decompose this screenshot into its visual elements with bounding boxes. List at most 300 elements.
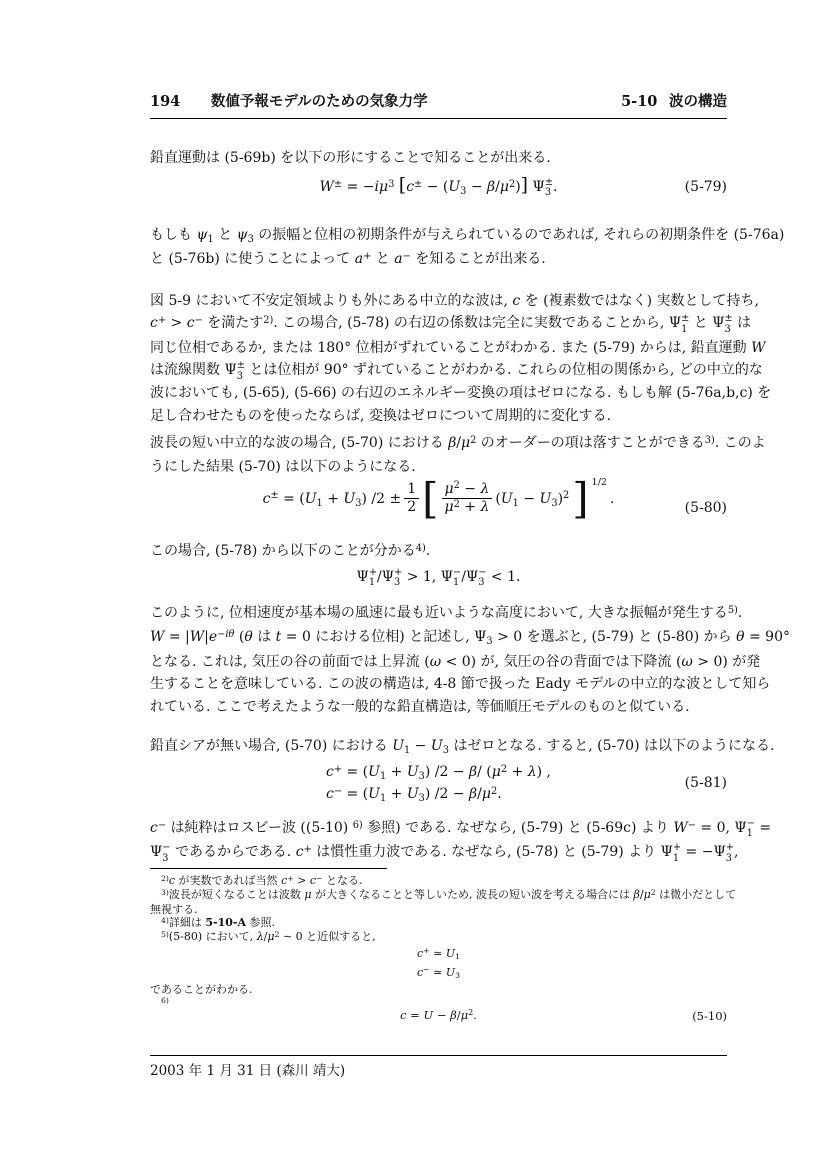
superscript: 2) bbox=[263, 315, 274, 326]
text-line bbox=[150, 432, 766, 456]
text-run: c bbox=[406, 179, 415, 195]
text-run: c bbox=[416, 946, 424, 960]
text-run: e bbox=[208, 629, 218, 646]
text-run: = 0, bbox=[695, 820, 735, 836]
text-run: を知ることが出来る. bbox=[410, 251, 546, 268]
text-line bbox=[150, 312, 752, 336]
superscript: − bbox=[746, 817, 755, 829]
text-line bbox=[150, 983, 727, 997]
superscript: + bbox=[303, 844, 312, 855]
subscript: 1 bbox=[681, 323, 688, 335]
superscript: −iθ bbox=[217, 629, 235, 640]
text-run: / bbox=[495, 179, 500, 195]
text-run: ω bbox=[429, 653, 442, 670]
text-run: 波長が短くなることは波数 bbox=[168, 888, 305, 901]
equation-body bbox=[326, 762, 551, 806]
superscript: 2 bbox=[500, 763, 508, 775]
footnote-3 bbox=[150, 887, 737, 917]
text-run: λ bbox=[527, 764, 537, 780]
subscript: 3 bbox=[236, 370, 243, 382]
text-run: と (5-76b) に使うことによって bbox=[150, 251, 355, 268]
text-line bbox=[150, 841, 739, 865]
text-run: 鉛直シアが無い場合, (5-70) における bbox=[150, 738, 393, 754]
text-run: U bbox=[423, 1008, 434, 1022]
page-header bbox=[150, 90, 727, 119]
subscript: 3 bbox=[442, 744, 449, 756]
text-run: Ψ bbox=[713, 844, 726, 861]
text-run: > 0) が発 bbox=[692, 653, 761, 670]
text-run: 同じ位相であるか, または 180° 位相がずれていることがわかる. また (5-79) からは, 鉛直運動 bbox=[150, 339, 752, 356]
text-run: μ bbox=[444, 499, 454, 516]
paragraph-3 bbox=[150, 290, 772, 427]
paragraph-8 bbox=[150, 817, 772, 866]
text-run: , bbox=[733, 844, 739, 861]
superscript: 2 bbox=[453, 498, 460, 510]
text-run: − ( bbox=[422, 179, 449, 195]
equation-tail bbox=[495, 491, 569, 507]
text-run: Ψ bbox=[668, 315, 682, 332]
equation-body bbox=[262, 474, 615, 523]
text-run: ) bbox=[557, 490, 564, 507]
text-run: c bbox=[309, 874, 317, 887]
superscript: ± bbox=[544, 176, 554, 188]
display-equation-psi-ratio bbox=[150, 564, 727, 590]
text-run: と bbox=[213, 227, 237, 243]
text-run: c bbox=[186, 315, 195, 332]
superscript: + bbox=[368, 566, 378, 578]
superscript: 2 bbox=[650, 887, 656, 897]
superscript: − bbox=[453, 566, 462, 578]
text-run: U bbox=[445, 965, 456, 979]
superscript: − bbox=[402, 251, 411, 262]
text-run: であるからである. bbox=[170, 844, 296, 861]
text-run: . bbox=[553, 179, 558, 195]
text-run: λ bbox=[480, 499, 490, 516]
equation-body bbox=[320, 172, 558, 202]
text-run: ) , bbox=[536, 764, 552, 780]
text-run: U bbox=[539, 490, 552, 507]
text-run: = ( bbox=[342, 786, 369, 802]
left-bracket: [ bbox=[422, 474, 439, 523]
superscript: 6) bbox=[161, 996, 169, 1006]
text-run: . このよ bbox=[714, 435, 766, 451]
text-run: . この場合, (5-78) の右辺の係数は完全に実数であることから, bbox=[273, 315, 669, 332]
text-run: β bbox=[469, 764, 478, 780]
superscript: ± bbox=[270, 490, 279, 502]
subscript: 3 bbox=[725, 852, 732, 864]
text-run: 足し合わせたものを使ったならば, 変換はゼロについて周期的に変化する. bbox=[150, 407, 612, 424]
text-run: = | bbox=[164, 629, 190, 646]
text-run: ≃ bbox=[429, 965, 446, 979]
text-run: / bbox=[477, 786, 482, 802]
text-run: のオーダーの項は落すことができる bbox=[476, 435, 705, 451]
subscript: 3 bbox=[478, 577, 485, 589]
text-run: . bbox=[425, 543, 431, 559]
text-run: μ bbox=[643, 888, 651, 901]
subscript: 3 bbox=[247, 233, 254, 245]
text-line bbox=[150, 735, 775, 759]
text-run: とは位相が 90° ずれていることがわかる. これらの位相の関係から, どの中立的な bbox=[244, 362, 763, 379]
text-run: a bbox=[354, 251, 364, 268]
book-title: 数値予報モデルのための気象力学 bbox=[210, 94, 428, 110]
superscript: 2 bbox=[470, 434, 477, 446]
superscript: + bbox=[363, 251, 372, 262]
text-run: ψ bbox=[236, 227, 248, 243]
superscript: 2 bbox=[468, 1008, 474, 1018]
superscript: 2) bbox=[161, 873, 169, 883]
text-run: ω bbox=[681, 653, 693, 670]
text-run: ψ bbox=[196, 227, 208, 243]
text-run: が実数であれば当然 bbox=[175, 874, 282, 887]
text-run: / bbox=[639, 888, 644, 901]
subscript: 1 bbox=[453, 577, 460, 589]
text-line bbox=[150, 382, 772, 404]
text-run: Ψ bbox=[150, 844, 163, 861]
subscript: 3 bbox=[551, 497, 558, 509]
superscript: 2 bbox=[453, 480, 460, 492]
text-run: c bbox=[281, 874, 288, 887]
footer-rule bbox=[150, 1055, 727, 1056]
text-run: ) bbox=[515, 179, 521, 195]
superscript: + bbox=[333, 763, 343, 775]
text-run: c bbox=[295, 844, 304, 861]
text-run: c bbox=[150, 820, 158, 836]
footnote-rule bbox=[150, 868, 387, 869]
text-run: θ bbox=[244, 629, 253, 646]
equation-body bbox=[400, 1006, 477, 1026]
superscript: 6) bbox=[352, 819, 363, 831]
text-run: 無視する. bbox=[150, 902, 198, 916]
text-run: / ( bbox=[477, 764, 492, 780]
text-run: が大きくなることと等しいため, 波長の短い波を考える場合には bbox=[311, 888, 634, 901]
superscript: + bbox=[287, 873, 294, 883]
stacked-scripts bbox=[747, 819, 755, 840]
superscript: 5) bbox=[161, 929, 169, 939]
superscript: 3 bbox=[388, 178, 395, 190]
text-run: β bbox=[469, 786, 478, 802]
superscript: − bbox=[162, 842, 171, 854]
text-run: = bbox=[754, 820, 772, 836]
text-run: であることがわかる. bbox=[150, 982, 253, 996]
text-run: = ( bbox=[342, 764, 369, 780]
superscript: 3) bbox=[704, 434, 715, 446]
text-run: c bbox=[400, 1008, 407, 1022]
text-run: (5-80) において, bbox=[168, 930, 257, 943]
text-run: − bbox=[466, 179, 488, 195]
text-line bbox=[150, 696, 727, 718]
superscript: − bbox=[333, 785, 343, 797]
fraction-numerator bbox=[442, 481, 493, 499]
text-run: > 1, bbox=[402, 569, 437, 585]
footnote-2 bbox=[150, 874, 727, 889]
text-line bbox=[150, 540, 727, 564]
text-line bbox=[150, 626, 790, 650]
superscript: − bbox=[478, 566, 487, 578]
superscript: ± bbox=[681, 313, 690, 325]
text-line bbox=[150, 405, 727, 427]
text-run: + bbox=[386, 764, 407, 780]
text-run: μ bbox=[460, 1008, 469, 1022]
text-line bbox=[150, 290, 759, 312]
text-run: このように, 位相速度が基本場の風速に最も近いような高度において, 大きな振幅が発生する bbox=[150, 605, 728, 621]
superscript: 5) bbox=[727, 604, 738, 616]
text-run: Ψ bbox=[474, 629, 487, 646]
text-run: c bbox=[168, 874, 176, 887]
subscript: 3 bbox=[486, 636, 493, 648]
equation-number-5-79: (5-79) bbox=[684, 179, 727, 195]
text-line bbox=[150, 930, 727, 945]
text-run: 5-10-A bbox=[205, 916, 247, 929]
text-run: を (複素数ではなく) 実数として持ち, bbox=[520, 293, 759, 309]
superscript: 3) bbox=[161, 887, 169, 897]
paragraph-7 bbox=[150, 735, 775, 759]
superscript: 2 bbox=[274, 929, 280, 939]
text-line bbox=[150, 964, 727, 983]
paragraph-2 bbox=[150, 224, 785, 273]
text-run: ) /2 ± bbox=[361, 490, 402, 507]
subscript: 3 bbox=[355, 497, 362, 509]
text-run: ( bbox=[234, 629, 245, 646]
text-run: Ψ bbox=[224, 362, 237, 379]
superscript: ± bbox=[236, 360, 245, 372]
text-run: U bbox=[406, 764, 419, 780]
text-run: μ bbox=[499, 179, 509, 195]
text-line bbox=[150, 887, 737, 903]
footnote-5 bbox=[150, 930, 727, 1011]
superscript: − bbox=[316, 873, 323, 883]
text-run: U bbox=[368, 786, 380, 802]
text-run: − bbox=[459, 480, 481, 497]
text-run: となる. これは, 気圧の谷の前面では上昇流 ( bbox=[150, 653, 430, 670]
subscript: 3 bbox=[418, 792, 425, 804]
subscript: 3 bbox=[394, 577, 401, 589]
text-run: Ψ bbox=[734, 820, 747, 836]
text-line bbox=[150, 248, 727, 272]
superscript: ± bbox=[414, 178, 423, 190]
subscript: 1 bbox=[379, 770, 387, 782]
text-line bbox=[150, 147, 727, 169]
text-run: c bbox=[262, 490, 271, 507]
subscript: 1 bbox=[455, 951, 461, 961]
text-run: = 90° bbox=[744, 629, 790, 646]
fraction-mu-lambda bbox=[442, 481, 493, 517]
superscript: 2 bbox=[563, 490, 570, 502]
subscript: 1 bbox=[404, 744, 411, 756]
superscript: 2 bbox=[508, 178, 516, 190]
text-run: iμ bbox=[374, 179, 389, 195]
text-run: となる. bbox=[322, 874, 363, 887]
text-run: = bbox=[406, 1008, 424, 1022]
text-run: 詳細は bbox=[168, 916, 206, 929]
text-run: ( bbox=[495, 490, 501, 507]
text-run: β bbox=[450, 1008, 457, 1022]
text-run: > bbox=[293, 874, 310, 887]
text-run: c bbox=[512, 293, 521, 309]
header-left bbox=[150, 90, 428, 111]
text-run: 参照. bbox=[246, 916, 276, 929]
text-run: U bbox=[304, 490, 317, 507]
equation-line-2 bbox=[326, 784, 551, 806]
text-run: 鉛直運動は (5-69b) を以下の形にすることで知ることが出来る. bbox=[150, 150, 551, 166]
stacked-scripts bbox=[725, 314, 733, 335]
text-run: U bbox=[445, 946, 456, 960]
text-line bbox=[150, 673, 771, 695]
text-run: W bbox=[673, 820, 688, 836]
text-run: Ψ bbox=[660, 844, 673, 861]
text-run: U bbox=[368, 764, 380, 780]
text-run: / bbox=[377, 569, 382, 585]
stacked-scripts bbox=[162, 843, 170, 864]
superscript: 4) bbox=[415, 542, 426, 554]
stacked-scripts bbox=[369, 568, 377, 589]
paragraph-1 bbox=[150, 147, 727, 169]
text-line bbox=[150, 817, 772, 841]
text-run: うにした結果 (5-70) は以下のようになる. bbox=[150, 459, 416, 476]
paragraph-4 bbox=[150, 432, 766, 479]
text-run: θ bbox=[736, 629, 745, 646]
equation-number-5-10: (5-10) bbox=[692, 1009, 727, 1023]
text-run: + bbox=[322, 490, 344, 507]
superscript: − bbox=[157, 819, 167, 831]
text-line bbox=[150, 224, 785, 248]
subscript: 3 bbox=[724, 323, 731, 335]
stacked-scripts bbox=[726, 843, 734, 864]
text-run: − bbox=[433, 1008, 451, 1022]
text-line bbox=[150, 456, 727, 478]
text-run: ) /2 − bbox=[424, 786, 470, 802]
text-run: を満たす bbox=[202, 315, 264, 332]
subscript: 1 bbox=[672, 852, 680, 864]
superscript: + bbox=[672, 842, 682, 854]
header-right bbox=[621, 90, 727, 111]
subscript: 1 bbox=[746, 828, 753, 840]
text-run: 図 5-9 において不安定領域よりも外にある中立的な波は, bbox=[150, 293, 513, 309]
text-run: | bbox=[204, 629, 209, 646]
text-line bbox=[150, 359, 763, 382]
text-run: ] bbox=[520, 174, 529, 196]
text-run: 波においても, (5-65), (5-66) の右辺のエネルギー変換の項はゼロになる. もしも解 (5-76a,b,c) を bbox=[150, 385, 772, 402]
text-run: μ bbox=[267, 930, 275, 943]
text-run: / bbox=[456, 1008, 461, 1022]
footnote-6-equation bbox=[150, 1006, 727, 1026]
text-run: はゼロとなる. すると, (5-70) は以下のようになる. bbox=[448, 738, 775, 754]
text-run: β bbox=[448, 435, 457, 451]
text-run: > bbox=[166, 315, 187, 332]
text-run: a bbox=[394, 251, 403, 268]
text-run: と bbox=[689, 315, 713, 332]
text-run: μ bbox=[461, 435, 471, 451]
text-run: . bbox=[737, 605, 743, 621]
superscript: ± bbox=[333, 178, 343, 190]
text-run: . bbox=[497, 786, 502, 802]
fraction-denominator bbox=[442, 498, 493, 517]
text-run: は純粋はロスビー波 ((5-10) bbox=[166, 820, 353, 836]
superscript: + bbox=[157, 315, 167, 326]
fraction-one-half bbox=[404, 481, 419, 517]
text-run: c bbox=[150, 315, 158, 332]
footnote-4 bbox=[150, 916, 727, 931]
right-bracket: ] bbox=[572, 474, 589, 523]
paragraph-6 bbox=[150, 602, 790, 718]
text-run: c bbox=[325, 764, 334, 780]
text-run: / bbox=[461, 569, 466, 585]
text-run: + bbox=[386, 786, 407, 802]
text-run: β bbox=[633, 888, 640, 901]
text-run: れている. ここで考えたような一般的な鉛直構造は, 等価順圧モデルのものと似ている. bbox=[150, 698, 690, 715]
text-run: / bbox=[263, 930, 268, 943]
superscript: + bbox=[394, 566, 403, 578]
subscript: 3 bbox=[460, 185, 467, 197]
equation-period: . bbox=[609, 490, 615, 507]
stacked-scripts bbox=[673, 843, 681, 864]
equation-lead bbox=[263, 491, 402, 507]
text-run: Ψ bbox=[440, 569, 453, 585]
fraction-denominator: 2 bbox=[404, 498, 419, 517]
text-run: は微小だとして bbox=[655, 888, 737, 901]
superscript: − bbox=[194, 315, 203, 326]
text-run: = 0 における位相) と記述し, bbox=[281, 629, 475, 646]
text-run: Ψ bbox=[712, 315, 725, 332]
text-run: λ bbox=[256, 930, 264, 943]
text-run: ) /2 − bbox=[424, 764, 470, 780]
text-run: − bbox=[410, 738, 431, 754]
text-run: W bbox=[751, 339, 766, 356]
text-run: ∼ 0 と近似すると, bbox=[279, 930, 376, 943]
text-run: は慣性重力波である. なぜなら, (5-78) と (5-79) より bbox=[311, 844, 661, 861]
text-run: = − bbox=[681, 844, 714, 861]
text-run: U bbox=[392, 738, 404, 754]
superscript: + bbox=[725, 842, 734, 854]
text-run: μ bbox=[444, 480, 454, 497]
superscript: + bbox=[423, 946, 430, 956]
text-run: t bbox=[275, 629, 282, 646]
display-equation-5-81 bbox=[150, 762, 727, 804]
subscript: 3 bbox=[544, 187, 552, 199]
text-run: Ψ bbox=[381, 569, 395, 585]
text-run: β bbox=[487, 179, 496, 195]
text-run: の振幅と位相の初期条件が与えられているのであれば, それらの初期条件を (5-76a) bbox=[253, 227, 785, 243]
text-run: < 0) が, 気圧の谷の背面では下降流 ( bbox=[441, 653, 682, 670]
text-run: + bbox=[459, 499, 481, 516]
section-number: 5-10 bbox=[621, 93, 658, 110]
equation-body bbox=[357, 564, 521, 590]
subscript: 3 bbox=[455, 970, 461, 980]
stacked-scripts bbox=[453, 568, 461, 589]
text-run: μ bbox=[491, 764, 501, 780]
text-run: < 1. bbox=[486, 569, 521, 585]
superscript: − bbox=[423, 965, 430, 975]
superscript: ± bbox=[724, 313, 733, 325]
text-line bbox=[150, 337, 766, 359]
text-run: この場合, (5-78) から以下のことが分かる bbox=[150, 543, 416, 559]
subscript: 3 bbox=[418, 770, 425, 782]
text-column bbox=[150, 0, 790, 1169]
text-run: U bbox=[406, 786, 419, 802]
text-run: 参照) である. なぜなら, (5-79) と (5-69c) より bbox=[362, 820, 674, 836]
subscript: 1 bbox=[512, 497, 519, 509]
text-run: W bbox=[150, 629, 165, 646]
equation-number-5-81: (5-81) bbox=[684, 775, 727, 791]
text-run: > 0 を選ぶと, (5-79) と (5-80) から bbox=[492, 629, 737, 646]
equation-line-1 bbox=[326, 762, 551, 784]
text-run: U bbox=[343, 490, 356, 507]
footer-date: 2003 年 1 月 31 日 (森川 靖大) bbox=[150, 1063, 346, 1079]
page-number: 194 bbox=[150, 93, 181, 110]
text-run: 生することを意味している. この波の構造は, 4-8 節で扱った Eady モデルの中立的な波として知ら bbox=[150, 676, 771, 693]
superscript: 2 bbox=[490, 785, 498, 797]
text-run: c bbox=[416, 965, 424, 979]
equation-number-5-80: (5-80) bbox=[684, 500, 727, 516]
